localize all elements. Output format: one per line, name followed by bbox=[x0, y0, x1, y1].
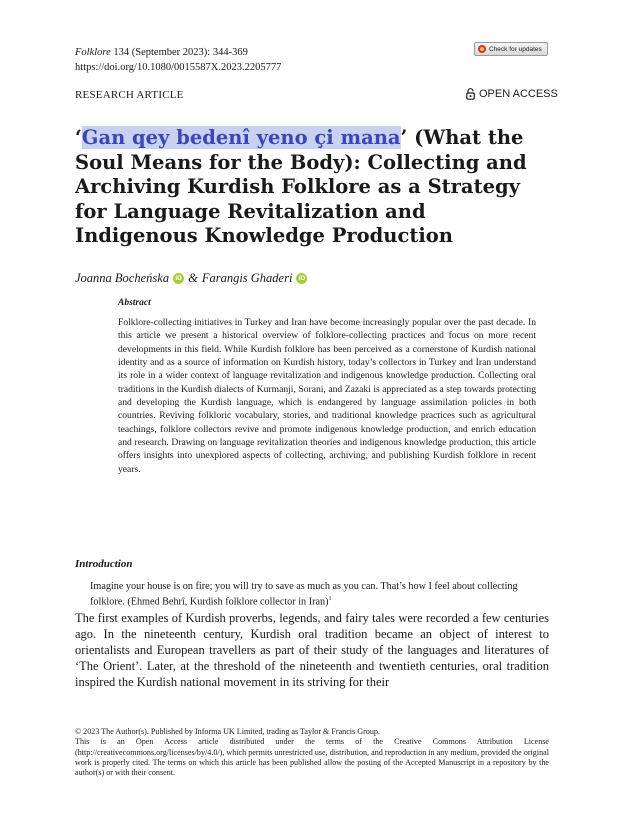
epigraph-text: Imagine your house is on fire; you will try to save as much as you can. That’s how I feel about collecting folklore. (Ehmed Behrî, Kurdish folklore collector in Iran) bbox=[90, 581, 518, 608]
footnote-ref[interactable]: 1 bbox=[328, 596, 332, 603]
orcid-icon[interactable]: iD bbox=[173, 273, 184, 284]
orcid-icon[interactable]: iD bbox=[296, 273, 307, 284]
copyright-line: © 2023 The Author(s). Published by Informa UK Limited, trading as Taylor & Francis Group. bbox=[75, 727, 380, 736]
open-lock-icon bbox=[466, 88, 475, 100]
open-access-label: OPEN ACCESS bbox=[479, 88, 558, 100]
journal-volume-pages: 134 (September 2023): 344-369 bbox=[110, 47, 248, 58]
introduction-heading: Introduction bbox=[75, 558, 133, 570]
open-access-badge bbox=[466, 88, 558, 100]
title-highlighted-text[interactable]: Gan qey bedenî yeno çi mana bbox=[81, 126, 401, 149]
journal-name: Folklore bbox=[75, 47, 111, 58]
abstract-text: Folklore-collecting initiatives in Turkey and Iran have become increasingly popular over the past decade. In this article we present a historical overview of folklore-collecting practices and focus on more recent developments in this field. While Kurdish folklore has been perceived as a cornerstone of Kurdish national identity and as a source of information on Kurdish history, today’s collectors in Turkey and Iran understand its role in a wider context of language revitalization and indigenous knowledge production. Collecting oral traditions in the Kurdish dialects of Kurmanji, Sorani, and Zazaki is appreciated as a step towards protecting and developing the Kurdish language, which is endangered by language assimilation policies in both countries. Reviving folkloric vocabulary, stories, and traditional knowledge practices such as agricultural teachings, folklore collectors revive and promote indigenous knowledge production, and enrich education and research. Drawing on language revitalization theories and indigenous knowledge production, this article offers insights into unexplored aspects of collecting, archiving, and publishing Kurdish folklore in recent years. bbox=[118, 317, 536, 475]
license-footer bbox=[75, 727, 549, 778]
title-rest: ’ (What the Soul Means for the Body): Collecting and Archiving Kurdish Folklore as a Strategy for Language Revitalization and Indigenous Knowledge Production bbox=[75, 126, 527, 247]
crossmark-icon bbox=[478, 45, 486, 53]
article-title bbox=[75, 126, 555, 249]
article-type: RESEARCH ARTICLE bbox=[75, 89, 184, 101]
doi-link[interactable]: https://doi.org/10.1080/0015587X.2023.2205777 bbox=[75, 62, 282, 73]
author-list bbox=[75, 271, 307, 286]
epigraph bbox=[90, 580, 550, 609]
abstract-heading: Abstract bbox=[118, 298, 151, 308]
author-1-name[interactable]: Joanna Bocheńska bbox=[75, 271, 170, 285]
check-for-updates-label: Check for updates bbox=[489, 45, 542, 53]
title-open-quote: ‘ bbox=[75, 126, 82, 149]
license-text: This is an Open Access article distributed under the terms of the Creative Commons Attribution License (http://creativecommons.org/licenses/by/4.0/), which permits unrestricted use, distribution, and reproduction in any medium, provided the original work is properly cited. The terms on which this article has been published allow the posting of the Accepted Manuscript in a repository by the author(s) or with their consent. bbox=[75, 737, 549, 778]
author-2-name[interactable]: Farangis Ghaderi bbox=[201, 271, 293, 285]
introduction-paragraph: The first examples of Kurdish proverbs, legends, and fairy tales were recorded a few centuries ago. In the nineteenth century, Kurdish oral tradition became an object of interest to orientalists and European travellers as part of their study of the languages and literatures of ‘The Orient’. Later, at the threshold of the nineteenth and twentieth centuries, oral tradition inspired the Kurdish national movement in its striving for their bbox=[75, 611, 549, 689]
check-for-updates-button[interactable] bbox=[474, 42, 548, 56]
journal-citation bbox=[75, 46, 248, 60]
author-separator: & bbox=[188, 271, 198, 285]
